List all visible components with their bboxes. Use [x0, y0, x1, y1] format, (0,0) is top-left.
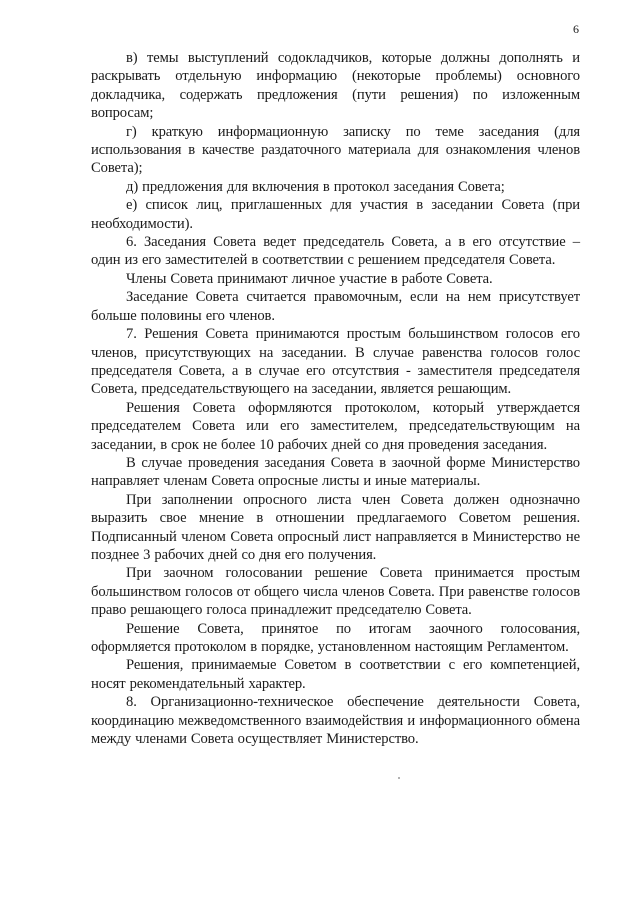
- paragraph-item-d: д) предложения для включения в протокол заседания Совета;: [126, 178, 505, 195]
- paragraph-absentee-form: В случае проведения заседания Совета в заочной форме Министерство направляет членам Совета опросные листы и иные материалы.: [91, 454, 580, 490]
- paragraph-quorum: Заседание Совета считается правомочным, если на нем присутствует больше половины его членов.: [91, 289, 580, 324]
- paragraph-minutes: Решения Совета оформляются протоколом, который утверждается председателем Совета или его заместителем, председательствующим на заседании, в срок не более 10 рабочих дней со дня проведения заседания.: [91, 399, 580, 453]
- scan-speck: [398, 777, 400, 779]
- paragraph-clause-6: 6. Заседания Совета ведет председатель Совета, а в его отсутствие – один из его заместителей в соответствии с решением председателя Совета.: [91, 234, 580, 269]
- paragraph-recommendations: Решения, принимаемые Советом в соответствии с его компетенцией, носят рекомендательный характер.: [91, 657, 580, 692]
- paragraph-clause-7: 7. Решения Совета принимаются простым большинством голосов его членов, присутствующих на заседании. В случае равенства голосов голос председателя Совета, а в случае его отсутствия - заместителя председателя Совета, председательствующего на заседании, является решающим.: [91, 326, 580, 398]
- paragraph-absentee-voting: При заочном голосовании решение Совета принимается простым большинством голосов от общего числа членов Совета. При равенстве голосов право решающего голоса принадлежит председателю Совета.: [91, 565, 580, 619]
- paragraph-item-g: г) краткую информационную записку по теме заседания (для использования в качестве раздаточного материала для ознакомления членов Совета);: [91, 123, 580, 177]
- paragraph-item-v: в) темы выступлений содокладчиков, которые должны дополнять и раскрывать отдельную информацию (некоторые проблемы) основного докладчика, содержать предложения (пути решения) по изложенным вопросам;: [91, 50, 580, 122]
- paragraph-questionnaire: При заполнении опросного листа член Совета должен однозначно выразить свое мнение в отношении предлагаемого Советом решения. Подписанный членом Совета опросный лист направляется в Министерство не позднее 3 рабочих дней со дня его получения.: [91, 491, 580, 563]
- paragraph-clause-8: 8. Организационно-техническое обеспечение деятельности Совета, координацию межведомственного взаимодействия и информационного обмена между членами Совета осуществляет Министерство.: [91, 694, 580, 748]
- paragraph-item-e: е) список лиц, приглашенных для участия в заседании Совета (при необходимости).: [91, 197, 580, 232]
- page-number: 6: [573, 22, 579, 36]
- paragraph-members-participation: Члены Совета принимают личное участие в работе Совета.: [126, 270, 493, 287]
- document-body: [91, 49, 580, 748]
- paragraph-absentee-decision: Решение Совета, принятое по итогам заочного голосования, оформляется протоколом в порядке, установленном настоящим Регламентом.: [91, 620, 580, 655]
